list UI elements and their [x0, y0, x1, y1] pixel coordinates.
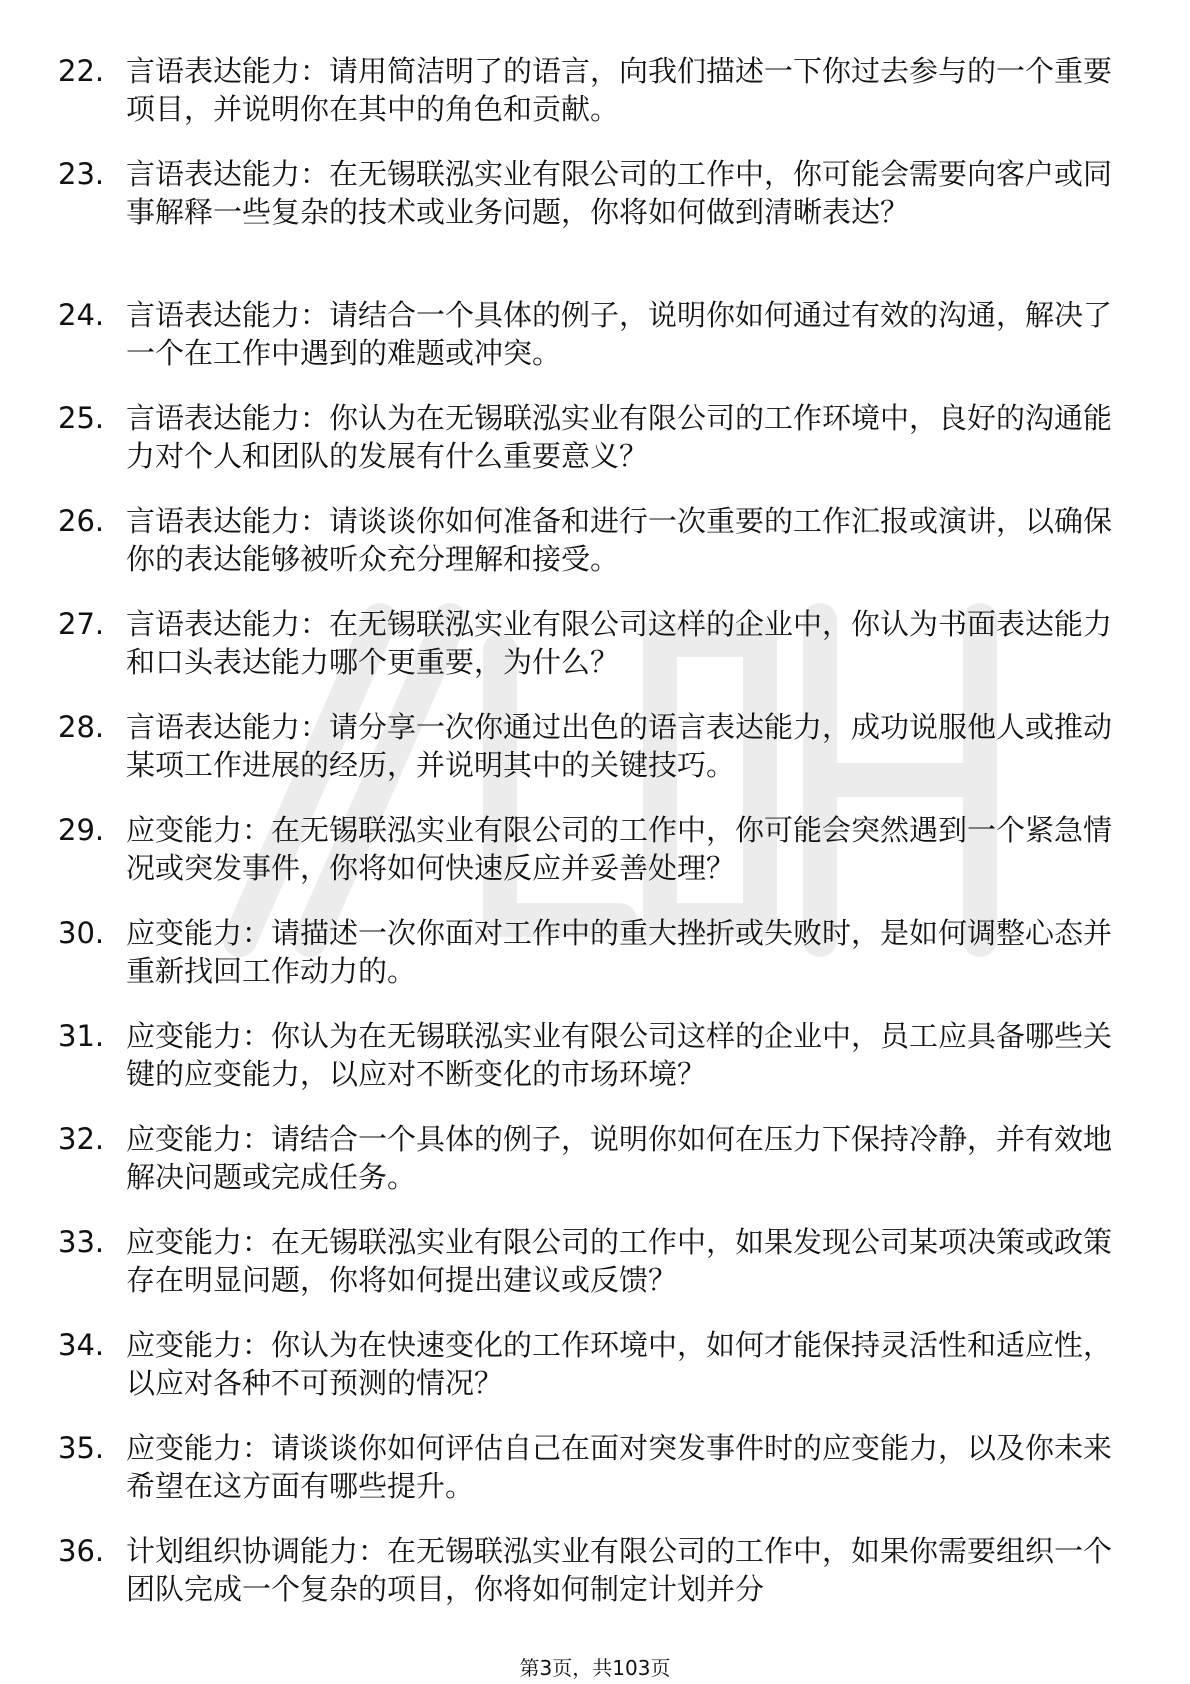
- question-text: 言语表达能力：请用简洁明了的语言，向我们描述一下你过去参与的一个重要项目，并说明你在其中的角色和贡献。: [126, 54, 1113, 126]
- question-number: 27.: [58, 607, 105, 641]
- question-number: 30.: [58, 916, 105, 950]
- question-number: 32.: [58, 1122, 105, 1156]
- question-text: 言语表达能力：在无锡联泓实业有限公司这样的企业中，你认为书面表达能力和口头表达能力哪个更重要，为什么？: [126, 607, 1113, 679]
- question-text: 应变能力：你认为在无锡联泓实业有限公司这样的企业中，员工应具备哪些关键的应变能力，以应对不断变化的市场环境？: [126, 1019, 1113, 1091]
- question-item: [58, 52, 1118, 155]
- question-list: [58, 52, 1118, 1635]
- question-item: [58, 811, 1118, 914]
- question-item: [58, 155, 1118, 296]
- question-item: [58, 296, 1118, 399]
- question-text: 言语表达能力：在无锡联泓实业有限公司的工作中，你可能会需要向客户或同事解释一些复杂的技术或业务问题，你将如何做到清晰表达？: [126, 157, 1113, 229]
- question-number: 31.: [58, 1019, 105, 1053]
- question-text: 应变能力：在无锡联泓实业有限公司的工作中，你可能会突然遇到一个紧急情况或突发事件，你将如何快速反应并妥善处理？: [126, 813, 1113, 885]
- question-text: 应变能力：请谈谈你如何评估自己在面对突发事件时的应变能力，以及你未来希望在这方面有哪些提升。: [126, 1431, 1113, 1503]
- question-item: [58, 502, 1118, 605]
- question-number: 22.: [58, 54, 105, 88]
- question-number: 34.: [58, 1328, 105, 1362]
- question-text: 应变能力：请描述一次你面对工作中的重大挫折或失败时，是如何调整心态并重新找回工作动力的。: [126, 916, 1113, 988]
- question-text: 言语表达能力：请结合一个具体的例子，说明你如何通过有效的沟通，解决了一个在工作中遇到的难题或冲突。: [126, 298, 1113, 370]
- question-item: [58, 1017, 1118, 1120]
- question-text: 计划组织协调能力：在无锡联泓实业有限公司的工作中，如果你需要组织一个团队完成一个复杂的项目，你将如何制定计划并分: [126, 1534, 1113, 1606]
- question-number: 33.: [58, 1225, 105, 1259]
- question-item: [58, 605, 1118, 708]
- question-number: 28.: [58, 710, 105, 744]
- question-item: [58, 1120, 1118, 1223]
- question-item: [58, 708, 1118, 811]
- question-text: 应变能力：在无锡联泓实业有限公司的工作中，如果发现公司某项决策或政策存在明显问题，你将如何提出建议或反馈？: [126, 1225, 1113, 1297]
- question-item: [58, 399, 1118, 502]
- page-number-footer: 第3页，共103页: [519, 1656, 671, 1680]
- question-number: 25.: [58, 401, 105, 435]
- question-text: 应变能力：你认为在快速变化的工作环境中，如何才能保持灵活性和适应性，以应对各种不可预测的情况？: [126, 1328, 1113, 1400]
- question-number: 35.: [58, 1431, 105, 1465]
- question-number: 26.: [58, 504, 105, 538]
- question-text: 应变能力：请结合一个具体的例子，说明你如何在压力下保持冷静，并有效地解决问题或完成任务。: [126, 1122, 1113, 1194]
- question-text: 言语表达能力：请谈谈你如何准备和进行一次重要的工作汇报或演讲，以确保你的表达能够被听众充分理解和接受。: [126, 504, 1113, 576]
- question-text: 言语表达能力：请分享一次你通过出色的语言表达能力，成功说服他人或推动某项工作进展的经历，并说明其中的关键技巧。: [126, 710, 1113, 782]
- question-item: [58, 1429, 1118, 1532]
- question-text: 言语表达能力：你认为在无锡联泓实业有限公司的工作环境中，良好的沟通能力对个人和团队的发展有什么重要意义？: [126, 401, 1113, 473]
- question-number: 24.: [58, 298, 105, 332]
- question-item: [58, 914, 1118, 1017]
- question-number: 29.: [58, 813, 105, 847]
- question-item: [58, 1532, 1118, 1635]
- question-item: [58, 1326, 1118, 1429]
- question-number: 23.: [58, 157, 105, 191]
- question-number: 36.: [58, 1534, 105, 1568]
- question-item: [58, 1223, 1118, 1326]
